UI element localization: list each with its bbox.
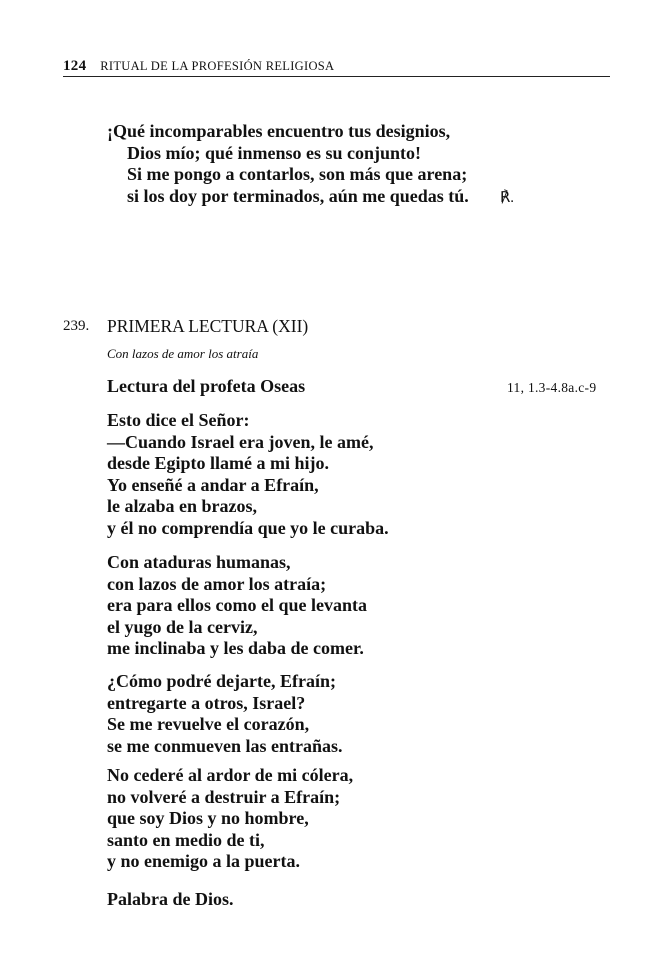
psalm-line: ¡Qué incomparables encuentro tus designios, [107,121,451,141]
reading-title: PRIMERA LECTURA (XII) [107,316,309,336]
psalm-line: Dios mío; qué inmenso es su conjunto! [127,142,422,163]
reading-line: se me conmueven las entrañas. [107,735,343,756]
reading-line: el yugo de la cerviz, [107,616,258,637]
running-header [63,58,610,77]
reading-stanza [107,552,367,660]
reading-subtitle: Con lazos de amor los atraía [107,346,259,361]
reading-line: y no enemigo a la puerta. [107,851,300,871]
reading-line: que soy Dios y no hombre, [107,808,309,828]
reading-number: 239. [63,318,90,334]
reading-stanza [107,671,342,757]
response-mark: ℟. [500,190,515,206]
reading-stanza [107,765,353,873]
reading-line: me inclinaba y les daba de comer. [107,638,364,658]
psalm-stanza [107,121,469,207]
psalm-line: Si me pongo a contarlos, son más que arena; [127,164,468,184]
reading-line: con lazos de amor los atraía; [107,573,327,594]
reading-line: le alzaba en brazos, [107,496,257,516]
reading-line: santo en medio de ti, [107,829,265,850]
page-number: 124 [63,58,87,74]
reading-line: Se me revuelve el corazón, [107,714,310,734]
reading-line: entregarte a otros, Israel? [107,692,306,713]
reading-line: no volveré a destruir a Efraín; [107,786,341,807]
reading-line: Con ataduras humanas, [107,552,291,572]
reading-line: Esto dice el Señor: [107,410,250,430]
reading-stanza [107,410,389,539]
reading-heading: Lectura del profeta Oseas [107,376,306,396]
scripture-citation: 11, 1.3-4.8a.c-9 [507,380,597,395]
reading-line: —Cuando Israel era joven, le amé, [107,431,374,452]
reading-line: ¿Cómo podré dejarte, Efraín; [107,671,336,691]
reading-line: desde Egipto llamé a mi hijo. [107,453,330,473]
running-title: RITUAL DE LA PROFESIÓN RELIGIOSA [100,59,335,73]
closing-acclamation: Palabra de Dios. [107,889,234,909]
reading-line: Yo enseñé a andar a Efraín, [107,474,319,495]
reading-line: y él no comprendía que yo le curaba. [107,517,389,538]
reading-line: era para ellos como el que levanta [107,595,367,615]
psalm-line: si los doy por terminados, aún me quedas tú. [127,185,469,206]
reading-line: No cederé al ardor de mi cólera, [107,765,354,785]
